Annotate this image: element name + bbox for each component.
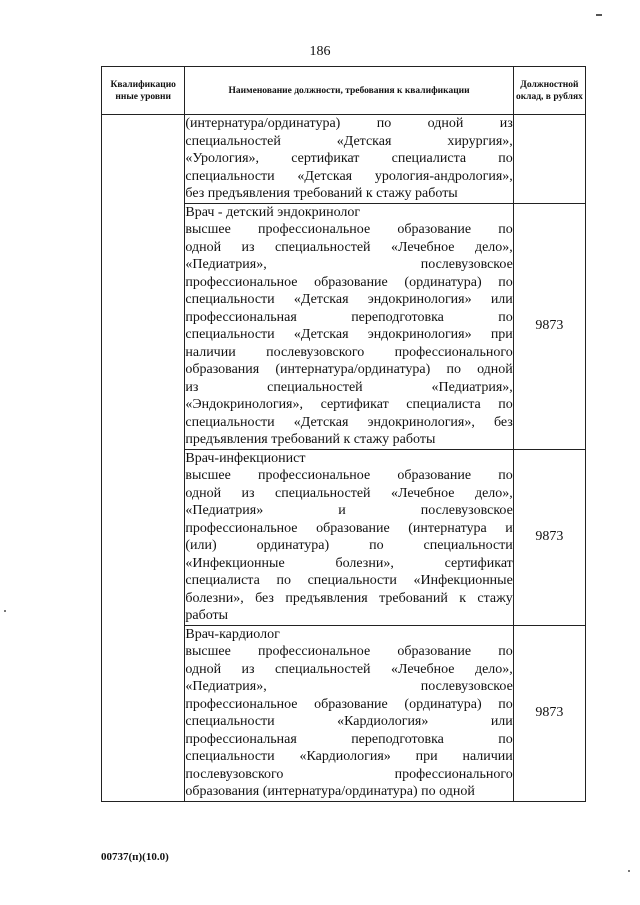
position-title: Врач-кардиолог [185,626,280,642]
requirement-text-line: «Педиатрия», послевузовское [185,257,513,272]
requirement-text-line: одной из специальностей «Лечебное дело», [185,239,513,255]
qualification-table [101,66,586,802]
requirement-text-line: без предъявления требований к стажу работы [185,186,458,201]
requirement-text-line: (или) ординатура) по специальности [185,538,513,553]
requirement-text-line: «Педиатрия» и послевузовское [185,503,513,518]
document-code: 00737(п)(10.0) [101,851,169,863]
requirement-text-line: профессиональное образование (ординатура) по [185,696,513,712]
requirement-text-line: профессиональная переподготовка по [185,309,513,325]
salary-cell: 9873 [513,449,585,625]
requirement-text-line: профессиональное образование (интернатура и [185,520,513,536]
position-cell [185,115,513,204]
table-body [102,115,586,802]
position-cell [185,449,513,625]
requirement-text-line: специальности «Кардиология» или [185,714,513,729]
position-title: Врач-инфекционист [185,450,306,466]
header-salary: Должностной оклад, в рублях [513,67,585,115]
requirement-text-line: наличии послевузовского профессионального [185,344,513,360]
requirement-text-line: «Урология», сертификат специалиста по [185,151,513,166]
table-header-row [102,67,586,115]
requirement-text-line: образования (интернатура/ординатура) по одной [185,784,475,799]
requirement-text-line: «Эндокринология», сертификат специалиста по [185,397,513,412]
requirement-text-line: одной из специальностей «Лечебное дело», [185,661,513,677]
scan-mark [596,14,602,16]
requirement-text-line: специальностей «Детская хирургия», [185,133,513,149]
table-row [102,115,586,204]
qualification-level-cell [102,115,185,802]
requirement-text-line: (интернатура/ординатура) по одной из [185,116,513,131]
requirement-text-line: специальности «Детская урология-андрология», [185,168,513,184]
requirement-text-line: специальности «Детская эндокринология» при [185,327,513,342]
requirement-text-line: болезни», без предъявления требований к стажу [185,590,513,606]
salary-cell: 9873 [513,203,585,449]
requirement-text-line: специальности «Кардиология» при наличии [185,749,513,764]
scan-dot [628,870,630,872]
requirement-text-line: профессиональная переподготовка по [185,731,513,747]
requirement-text-line: высшее профессиональное образование по [185,222,513,237]
page-number: 186 [309,44,331,59]
requirement-text-line: послевузовского профессионального [185,766,513,782]
position-cell [185,203,513,449]
salary-cell [513,115,585,204]
requirement-text-line: «Педиатрия», послевузовское [185,679,513,694]
requirement-text-line: профессиональное образование (ординатура) по [185,274,513,290]
requirement-text-line: образования (интернатура/ординатура) по одной [185,362,513,377]
requirement-text-line: одной из специальностей «Лечебное дело», [185,485,513,501]
scan-dot [4,610,6,612]
requirement-text-line: предъявления требований к стажу работы [185,432,436,447]
requirement-text-line: специальности «Детская эндокринология», без [185,414,513,430]
requirement-text-line: высшее профессиональное образование по [185,644,513,659]
salary-cell: 9873 [513,625,585,801]
requirement-text-line: высшее профессиональное образование по [185,468,513,483]
requirement-text-line: из специальностей «Педиатрия», [185,379,513,395]
header-qualification-levels: Квалификацио нные уровни [102,67,185,115]
requirement-text-line: специальности «Детская эндокринология» или [185,292,513,307]
requirement-text-line: работы [185,608,229,623]
header-position-requirements: Наименование должности, требования к квалификации [185,67,513,115]
position-title: Врач - детский эндокринолог [185,204,361,220]
requirement-text-line: специалиста по специальности «Инфекционные [185,573,513,588]
requirement-text-line: «Инфекционные болезни», сертификат [185,555,513,571]
position-cell [185,625,513,801]
